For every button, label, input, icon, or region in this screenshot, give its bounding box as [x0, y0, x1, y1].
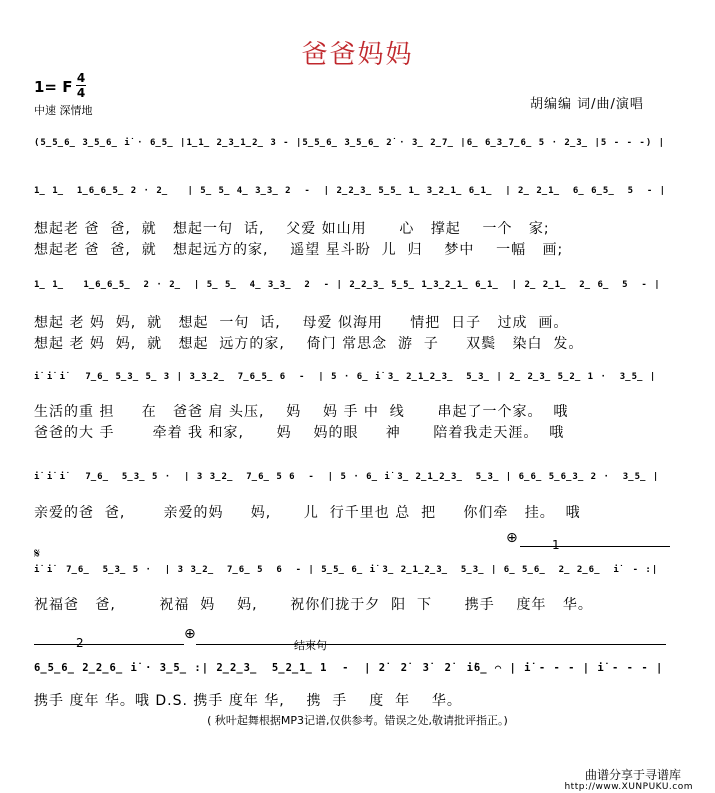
lyric-line-6a: 携手 度年 华。哦 D.S. 携手 度年 华, 携 手 度 年 华。: [34, 693, 462, 709]
lyric-line-3b: 爸爸的大 手 牵着 我 和家, 妈 妈的眼 神 陪着我走天涯。 哦: [34, 425, 565, 441]
volta-1-number: 1: [552, 538, 560, 552]
time-sig-bottom: 4: [76, 86, 86, 100]
song-title: 爸爸妈妈: [301, 40, 414, 70]
volta-2-number: 2: [76, 636, 84, 650]
notation-line-1: 1̲ 1̲ 1̲6̲6̲5̲ 2 · 2̲ | 5̲ 5̲ 4̲ 3̲3̲ 2 - | 2̲2̲3̲ 5̲5̲ 1̲ 3̲2̲1̲ 6̲1̲ | 2̲ 2̲1̲ 6̲ 6̲5̲ 5 - |: [34, 186, 667, 196]
notation-line-6: 6̲5̲6̲ 2̲2̲6̲ i̇ · 3̲5̲ :| 2̲2̲3̲ 5̲2̲1̲ 1 - | 2̇ 2̇ 3̇ 2̇ i̇6̲ ⌒ | i̇ - - - | i̇ - - - |: [34, 662, 664, 674]
credit-line: 胡编编 词/曲/演唱: [530, 97, 644, 112]
watermark-text: 曲谱分享于寻谱库: [584, 768, 681, 782]
watermark-url: http://www.XUNPUKU.com: [564, 782, 693, 792]
time-sig-top: 4: [76, 71, 86, 85]
lyric-line-5a: 祝福爸 爸, 祝福 妈 妈, 祝你们拢于夕 阳 下 携手 度年 华。: [34, 597, 593, 613]
coda-sign-2: ⊕: [184, 626, 196, 642]
footnote: ( 秋叶起舞根据MP3记谱,仅供参考。错误之处,敬请批评指正。): [207, 714, 508, 727]
volta-1-bracket: [520, 546, 670, 547]
coda-label: 结束句: [294, 639, 327, 652]
notation-line-5: i̇ i̇ 7̲6̲ 5̲3̲ 5 · | 3 3̲2̲ 7̲6̲ 5 6 - | 5̲5̲ 6̲ i̇ 3̲ 2̲1̲2̲3̲ 5̲3̲ | 6̲ 5̲6̲ 2̲ 2̲6̲ i̇ - :|: [34, 565, 659, 575]
intro-notation: (5̲5̲6̲ 3̲5̲6̲ i̇ · 6̲5̲ |1̲1̲ 2̲3̲1̲2̲ 3 - |5̲5̲6̲ 3̲5̲6̲ 2̇ · 3̲ 2̲7̲ |6̲ 6̲3̲7̲6̲ 5 · 2̲3̲ |5 - - -) |: [34, 138, 666, 148]
time-signature: [76, 72, 86, 99]
tempo-marking: 中速 深情地: [34, 104, 93, 117]
lyric-line-2b: 想起 老 妈 妈, 就 想起 远方的家, 倚门 常思念 游 子 双鬓 染白 发。: [34, 336, 584, 352]
lyric-line-1b: 想起老 爸 爸, 就 想起远方的家, 遥望 星斗盼 儿 归 梦中 一幅 画;: [34, 242, 564, 258]
lyric-line-3a: 生活的重 担 在 爸爸 肩 头压, 妈 妈 手 中 线 串起了一个家。 哦: [34, 404, 569, 420]
key-signature: 1= F: [34, 78, 73, 96]
notation-line-3: i̇ i̇ i̇ 7̲6̲ 5̲3̲ 5̲ 3 | 3̲3̲2̲ 7̲6̲5̲ 6 - | 5 · 6̲ i̇ 3̲ 2̲1̲2̲3̲ 5̲3̲ | 2̲ 2̲3̲ 5̲2̲ 1 · 3̲5̲ |: [34, 372, 657, 382]
lyric-line-1a: 想起老 爸 爸, 就 想起一句 话, 父爱 如山用 心 撑起 一个 家;: [34, 221, 550, 237]
lyric-line-4a: 亲爱的爸 爸, 亲爱的妈 妈, 儿 行千里也 总 把 你们牵 挂。 哦: [34, 505, 581, 521]
notation-line-4: i̇ i̇ i̇ 7̲6̲ 5̲3̲ 5 · | 3 3̲2̲ 7̲6̲ 5 6 - | 5 · 6̲ i̇ 3̲ 2̲1̲2̲3̲ 5̲3̲ | 6̲6̲ 5̲6̲3̲ 2 · 3̲5̲ |: [34, 472, 660, 482]
coda-bracket: [196, 644, 666, 645]
segno-sign: 𝄋: [34, 546, 41, 562]
lyric-line-2a: 想起 老 妈 妈, 就 想起 一句 话, 母爱 似海用 情把 日子 过成 画。: [34, 315, 569, 331]
volta-2-bracket: [34, 644, 184, 645]
notation-line-2: 1̲ 1̲ 1̲6̲6̲5̲ 2 · 2̲ | 5̲ 5̲ 4̲ 3̲3̲ 2 - | 2̲2̲3̲ 5̲5̲ 1̲3̲2̲1̲ 6̲1̲ | 2̲ 2̲1̲ 2̲ 6̲ 5 - |: [34, 280, 661, 290]
coda-sign-1: ⊕: [506, 530, 518, 546]
